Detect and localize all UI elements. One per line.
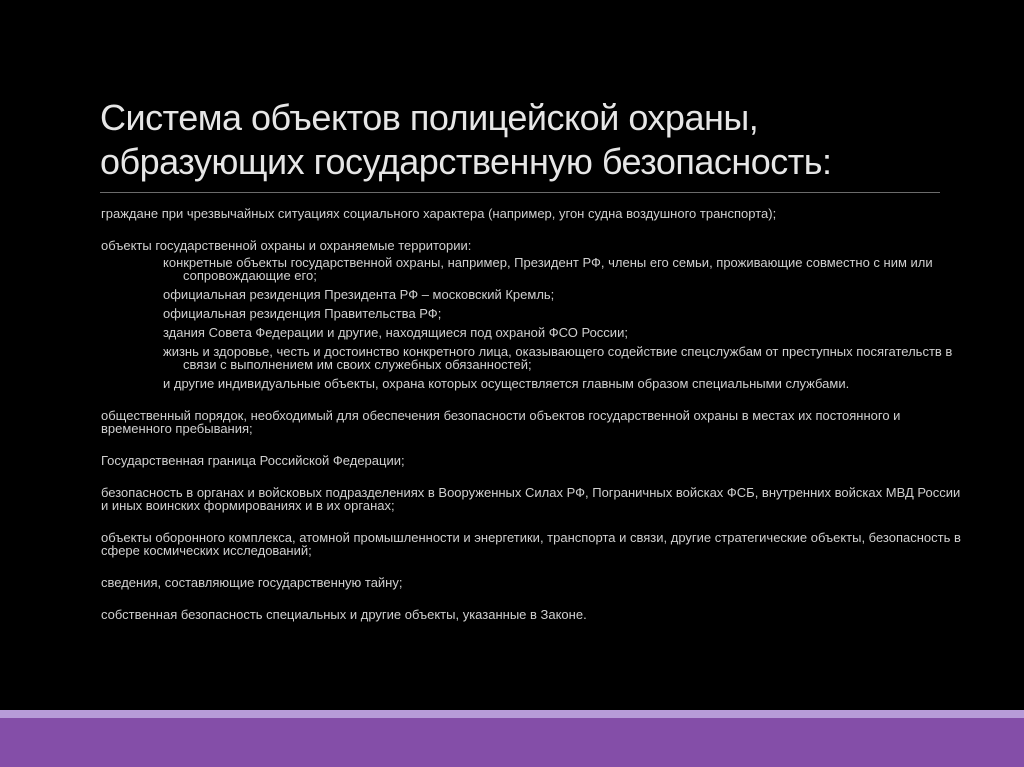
- footer-bar: [0, 718, 1024, 767]
- sub-list-item: жизнь и здоровье, честь и достоинство конкретного лица, оказывающего содействие спецслужбам от преступных посягательств в связи с выполнением им своих служебных обязанностей;: [163, 344, 953, 372]
- sub-list-item: официальная резиденция Правительства РФ;: [163, 306, 442, 321]
- footer-accent-band: [0, 710, 1024, 718]
- sub-list-item: официальная резиденция Президента РФ – московский Кремль;: [163, 287, 555, 302]
- sub-list-item: конкретные объекты государственной охраны, например, Президент РФ, члены его семьи, проживающие совместно с ним или сопровождающие его;: [163, 255, 933, 283]
- title-line-1: Система объектов полицейской охраны,: [100, 97, 759, 138]
- sub-list-item: здания Совета Федерации и другие, находящиеся под охраной ФСО России;: [163, 325, 628, 340]
- list-item: собственная безопасность специальных и другие объекты, указанные в Законе.: [101, 607, 587, 622]
- slide-title: [100, 96, 980, 184]
- list-item: общественный порядок, необходимый для обеспечения безопасности объектов государственной охраны в местах их постоянного и временного пребывания;: [101, 408, 901, 436]
- list-item: граждане при чрезвычайных ситуациях социального характера (например, угон судна воздушного транспорта);: [101, 206, 777, 221]
- list-item: Государственная граница Российской Федерации;: [101, 453, 405, 468]
- sub-list: [101, 256, 961, 390]
- list-item: объекты оборонного комплекса, атомной промышленности и энергетики, транспорта и связи, другие стратегические объекты, безопасность в сфере космических исследований;: [101, 530, 961, 558]
- list-item: безопасность в органах и войсковых подразделениях в Вооруженных Силах РФ, Пограничных войсках ФСБ, внутренних войсках МВД России и иных воинских формированиях и в их органах;: [101, 485, 961, 513]
- list-item: сведения, составляющие государственную тайну;: [101, 575, 403, 590]
- list-item: объекты государственной охраны и охраняемые территории:: [101, 238, 472, 253]
- slide-body: [101, 207, 961, 640]
- title-line-2: образующих государственную безопасность:: [100, 141, 832, 182]
- sub-list-item: и другие индивидуальные объекты, охрана которых осуществляется главным образом специальными службами.: [163, 376, 850, 391]
- title-divider: [100, 192, 940, 193]
